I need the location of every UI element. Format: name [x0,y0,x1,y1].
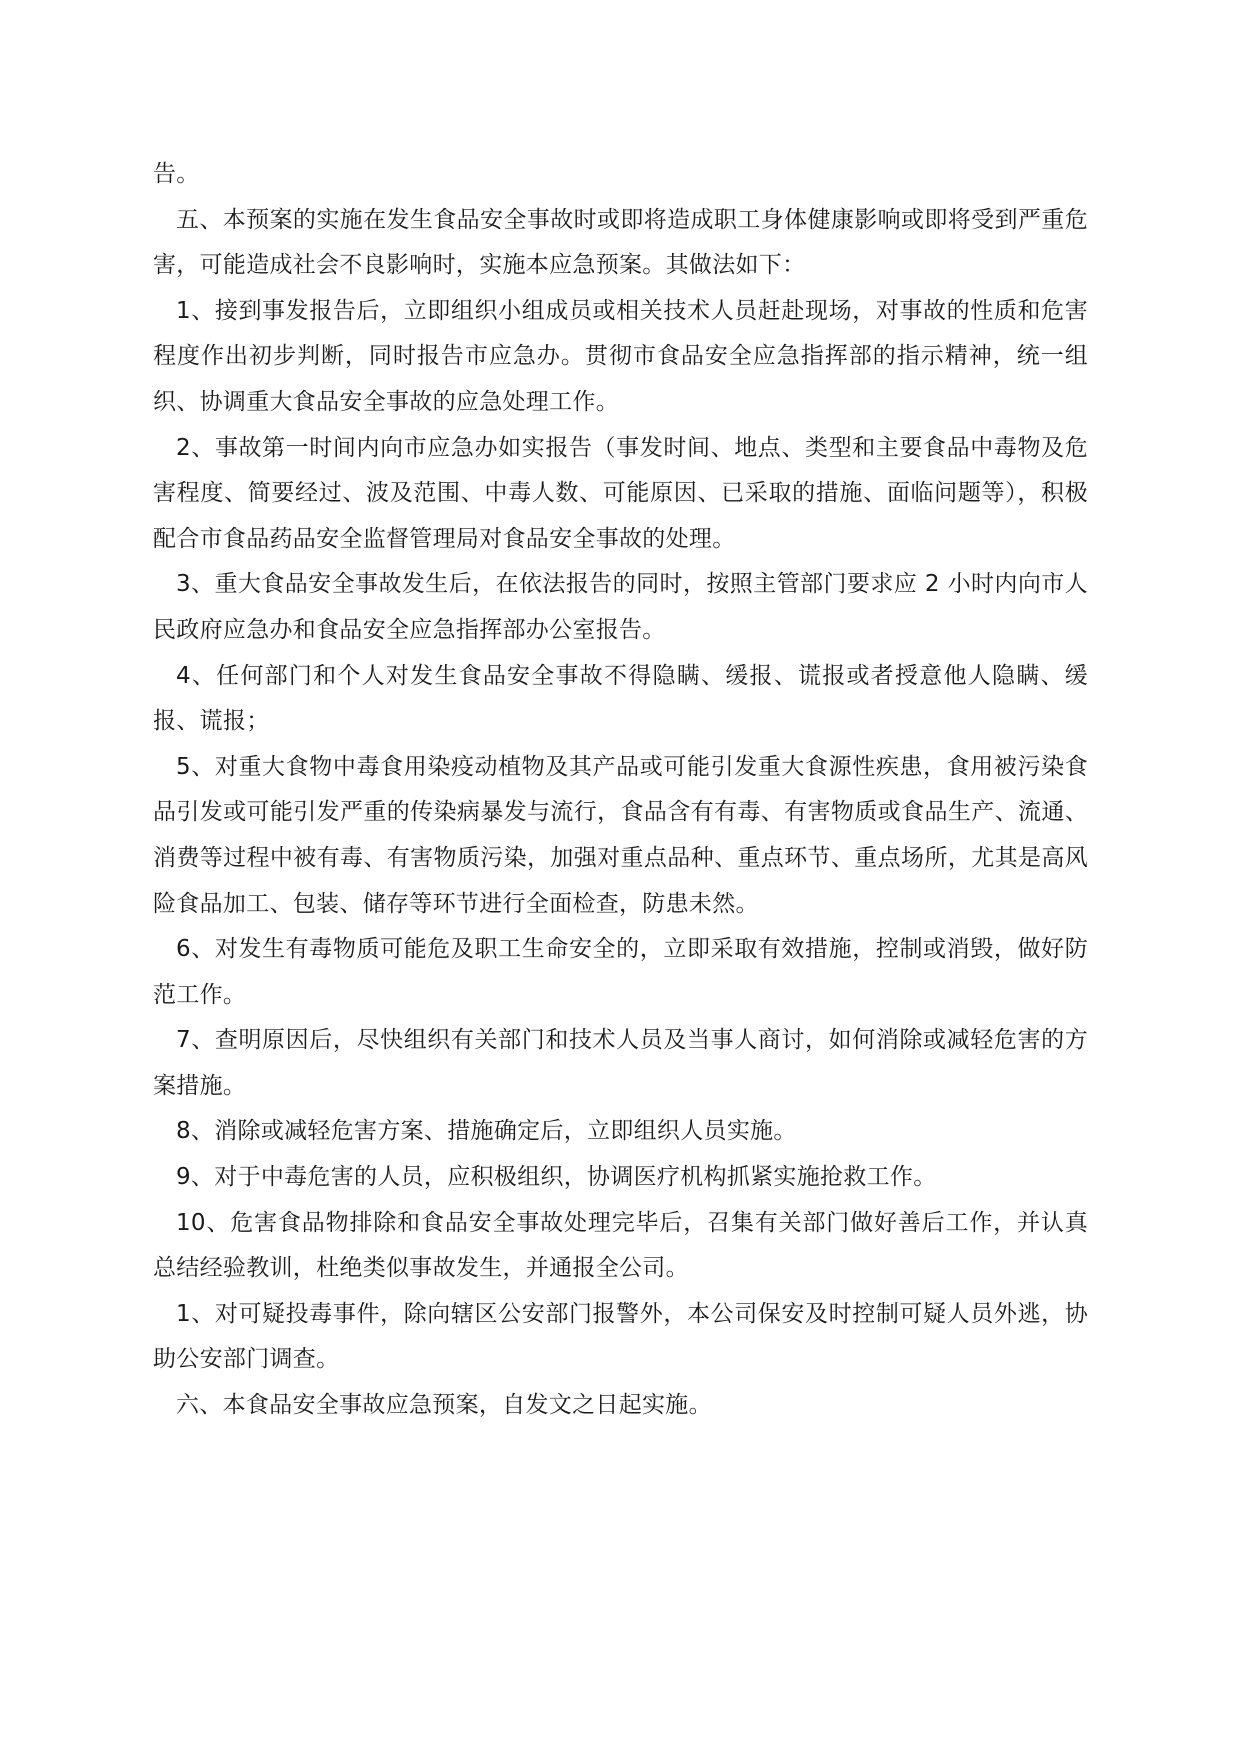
paragraph-item-6: 6、对发生有毒物质可能危及职工生命安全的，立即采取有效措施，控制或消毁，做好防范工作。 [153,936,1088,1008]
paragraph-item-2: 2、事故第一时间内向市应急办如实报告（事发时间、地点、类型和主要食品中毒物及危害程度、简要经过、波及范围、中毒人数、可能原因、已采取的措施、面临问题等），积极配合市食品药品安全监督管理局对食品安全事故的处理。 [153,434,1088,552]
document-body [153,152,1088,1429]
paragraph-item-4: 4、任何部门和个人对发生食品安全事故不得隐瞒、缓报、谎报或者授意他人隐瞒、缓报、谎报； [153,662,1088,735]
paragraph-section-five: 五、本预案的实施在发生食品安全事故时或即将造成职工身体健康影响或即将受到严重危害，可能造成社会不良影响时，实施本应急预案。其做法如下： [153,206,1088,279]
paragraph-continuation: 告。 [153,161,200,187]
paragraph-section-six: 六、本食品安全事故应急预案，自发文之日起实施。 [176,1392,712,1419]
paragraph-item-9: 9、对于中毒危害的人员，应积极组织，协调医疗机构抓紧实施抢救工作。 [176,1164,937,1191]
paragraph-item-1-poisoning: 1、对可疑投毒事件，除向辖区公安部门报警外，本公司保安及时控制可疑人员外逃，协助公安部门调查。 [153,1300,1088,1373]
paragraph-item-7: 7、查明原因后，尽快组织有关部门和技术人员及当事人商讨，如何消除或减轻危害的方案措施。 [153,1027,1088,1099]
paragraph-item-8: 8、消除或减轻危害方案、措施确定后，立即组织人员实施。 [176,1118,797,1145]
paragraph-item-10: 10、危害食品物排除和食品安全事故处理完毕后，召集有关部门做好善后工作，并认真总结经验教训，杜绝类似事故发生，并通报全公司。 [153,1209,1088,1282]
paragraph-item-5: 5、对重大食物中毒食用染疫动植物及其产品或可能引发重大食源性疾患，食用被污染食品引发或可能引发严重的传染病暴发与流行，食品含有有毒、有害物质或食品生产、流通、消费等过程中被有毒、有害物质污染，加强对重点品种、重点环节、重点场所，尤其是高风险食品加工、包装、储存等环节进行全面检查，防患未然。 [153,753,1088,917]
paragraph-item-1: 1、接到事发报告后，立即组织小组成员或相关技术人员赶赴现场，对事故的性质和危害程度作出初步判断，同时报告市应急办。贯彻市食品安全应急指挥部的指示精神，统一组织、协调重大食品安全事故的应急处理工作。 [153,297,1088,415]
paragraph-item-3: 3、重大食品安全事故发生后，在依法报告的同时，按照主管部门要求应 2 小时内向市人民政府应急办和食品安全应急指挥部办公室报告。 [153,571,1088,643]
